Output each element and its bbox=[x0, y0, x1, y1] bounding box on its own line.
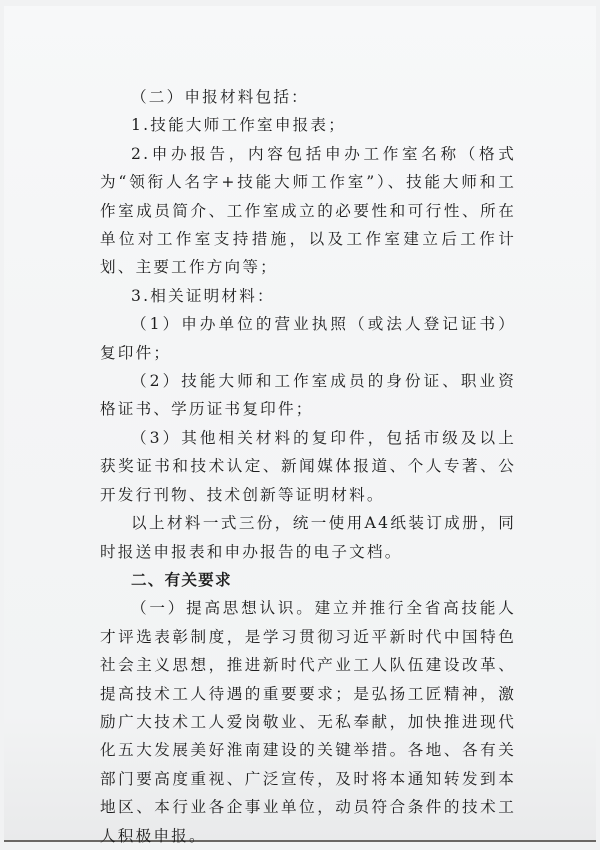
list-item-application-report: 2.申办报告，内容包括申办工作室名称（格式为“领衔人名字+技能大师工作室”）、技能大师和工作室成员简介、工作室成立的必要性和可行性、所在单位对工作室支持措施，以及工作室建立后工作计划、主要工作方向等； bbox=[100, 144, 516, 277]
copies-note: 以上材料一式三份，统一使用A4纸装订成册，同时报送申报表和申办报告的电子文档。 bbox=[100, 514, 516, 561]
subheading-materials: （二）申报材料包括： bbox=[131, 88, 309, 106]
document-body bbox=[100, 83, 516, 850]
list-item-application-form: 1.技能大师工作室申报表； bbox=[131, 116, 347, 135]
subitem-business-license: （1）申办单位的营业执照（或法人登记证书）复印件； bbox=[100, 315, 516, 362]
requirement-1-paragraph: （一）提高思想认识。建立并推行全省高技能人才评选表彰制度，是学习贯彻习近平新时代中国特色社会主义思想，推进新时代产业工人队伍建设改革、提高技术工人待遇的重要要求；是弘扬工匠精神，激励广大技术工人爱岗敬业、无私奉献，加快推进现代化五大发展美好淮南建设的关键举措。各地、各有关部门要高度重视、广泛宣传，及时将本通知转发到本地区、本行业各企事业单位，动员符合条件的技术工人积极申报。 bbox=[100, 599, 516, 845]
list-item-supporting-documents: 3.相关证明材料： bbox=[131, 286, 275, 305]
scanned-page bbox=[4, 6, 596, 845]
section-heading-requirements: 二、有关要求 bbox=[131, 570, 232, 589]
subitem-id-certificates: （2）技能大师和工作室成员的身份证、职业资格证书、学历证书复印件； bbox=[100, 372, 516, 419]
subitem-other-materials: （3）其他相关材料的复印件，包括市级及以上获奖证书和技术认定、新闻媒体报道、个人专著、公开发行刊物、技术创新等证明材料。 bbox=[100, 428, 516, 504]
